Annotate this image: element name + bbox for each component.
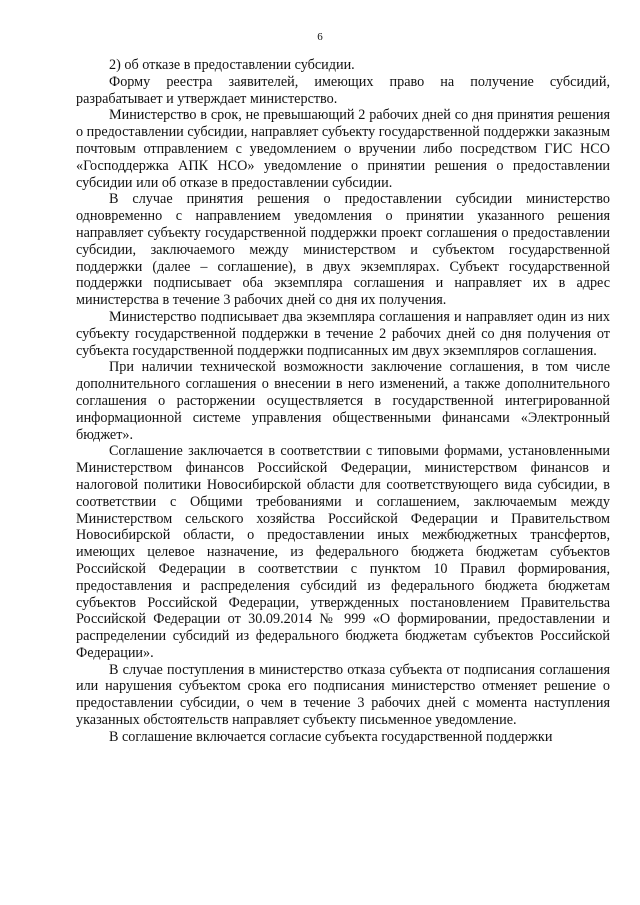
- paragraph: При наличии технической возможности заключение соглашения, в том числе дополнительного соглашения о внесении в него изменений, а также дополнительного соглашения о расторжении осуществляется в государственной интегрированной информационной системе управления общественными финансами «Электронный бюджет».: [76, 359, 610, 443]
- page-number: 6: [317, 31, 323, 43]
- paragraph: Соглашение заключается в соответствии с типовыми формами, установленными Министерством финансов Российской Федерации, министерством финансов и налоговой политики Новосибирской области для соответствующего вида субсидии, в соответствии с Общими требованиями и соглашением, заключаемым между Министерством сельского хозяйства Российской Федерации и Правительством Новосибирской области, о предоставлении иных межбюджетных трансфертов, имеющих целевое назначение, из федерального бюджета бюджетам субъектов Российской Федерации в соответствии с пунктом 10 Правил формирования, предоставления и распределения субсидий из федерального бюджета бюджетам субъектов Российской Федерации, утвержденных постановлением Правительства Российской Федерации от 30.09.2014 № 999 «О формировании, предоставлении и распределении субсидий из федерального бюджета бюджетам субъектов Российской Федерации».: [76, 443, 610, 661]
- paragraph: В случае поступления в министерство отказа субъекта от подписания соглашения или нарушения субъектом срока его подписания министерство отменяет решение о предоставлении субсидии, о чем в течение 3 рабочих дней с момента наступления указанных обстоятельств направляет субъекту письменное уведомление.: [76, 661, 610, 729]
- paragraph: Форму реестра заявителей, имеющих право на получение субсидий, разрабатывает и утверждает министерство.: [76, 73, 610, 107]
- body-text: [76, 57, 610, 746]
- paragraph: Министерство в срок, не превышающий 2 рабочих дней со дня принятия решения о предоставлении субсидии, направляет субъекту государственной поддержки заказным почтовым отправлением с уведомлением о вручении либо посредством ГИС НСО «Господдержка АПК НСО» уведомление о принятии решения о предоставлении субсидии или об отказе в предоставлении субсидии.: [76, 107, 610, 191]
- paragraph: В случае принятия решения о предоставлении субсидии министерство одновременно с направлением уведомления о принятии указанного решения направляет субъекту государственной поддержки проект соглашения о предоставлении субсидии, заключаемого между министерством и субъектом государственной поддержки (далее – соглашение), в двух экземплярах. Субъект государственной поддержки подписывает оба экземпляра соглашения и направляет их в адрес министерства в течение 3 рабочих дней со дня их получения.: [76, 191, 610, 309]
- paragraph: 2) об отказе в предоставлении субсидии.: [109, 57, 355, 73]
- paragraph: В соглашение включается согласие субъекта государственной поддержки: [109, 728, 553, 745]
- paragraph: Министерство подписывает два экземпляра соглашения и направляет один из них субъекту государственной поддержки в течение 2 рабочих дней со дня получения от субъекта государственной поддержки подписанных им двух экземпляров соглашения.: [76, 308, 610, 359]
